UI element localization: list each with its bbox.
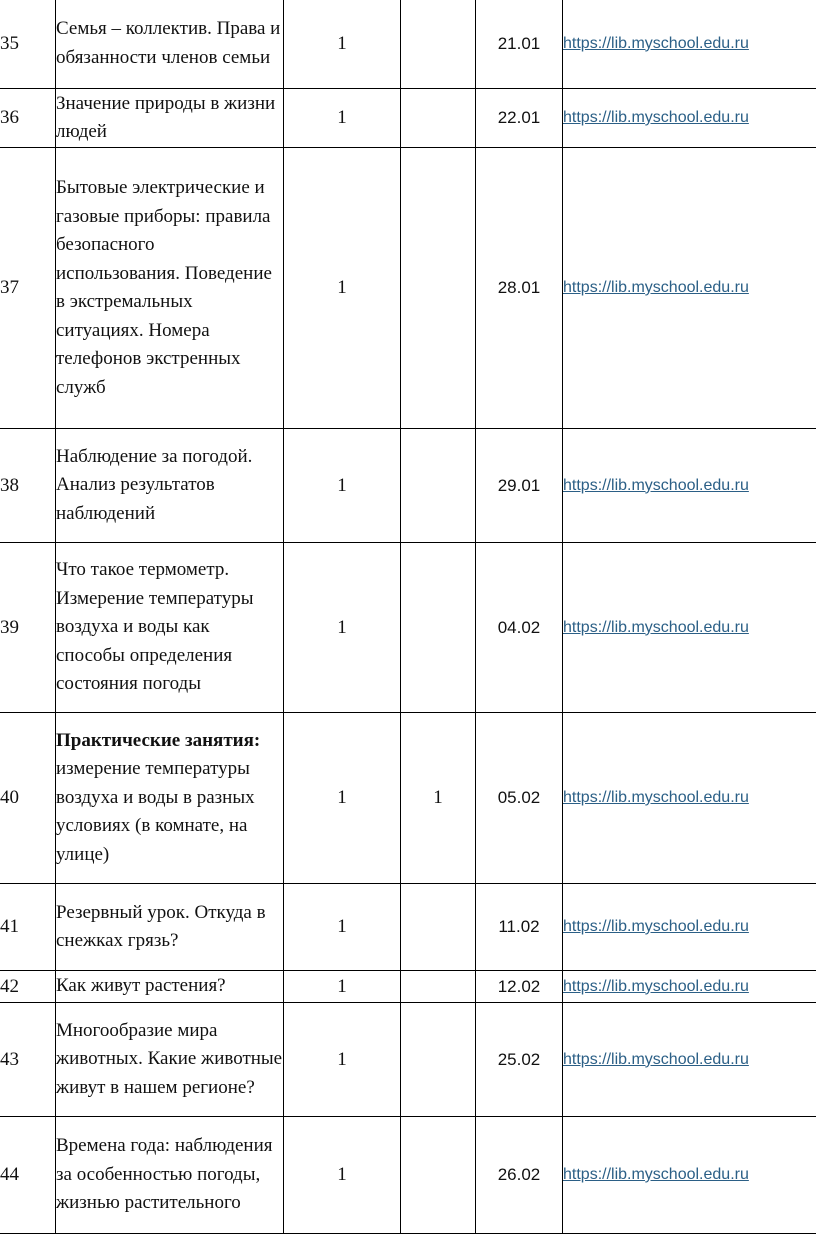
lesson-hours: 1: [284, 1117, 401, 1234]
topic-text: Как живут растения?: [56, 975, 226, 997]
resource-link-cell: [563, 713, 816, 884]
lesson-number: 36: [0, 89, 56, 148]
table-row: [0, 148, 816, 429]
table-row: [0, 1003, 816, 1117]
topic-text: Времена года: наблюдения за особенностью погоды, жизнью растительного: [56, 1135, 273, 1214]
topic-text: Многообразие мира животных. Какие животные живут в нашем регионе?: [56, 1019, 283, 1098]
table-row: [0, 0, 816, 89]
practice-hours: [401, 148, 476, 429]
lesson-topic: [56, 713, 284, 884]
lesson-hours: 1: [284, 884, 401, 971]
resource-link-cell: [563, 884, 816, 971]
resource-link[interactable]: https://lib.myschool.edu.ru: [563, 977, 749, 995]
table-row: [0, 89, 816, 148]
lesson-topic: [56, 543, 284, 713]
lesson-topic: [56, 89, 284, 148]
lesson-hours: 1: [284, 429, 401, 543]
lesson-number: 41: [0, 884, 56, 971]
lesson-number: 37: [0, 148, 56, 429]
practice-hours: 1: [401, 713, 476, 884]
lesson-date: 25.02: [476, 1003, 563, 1117]
lesson-number: 43: [0, 1003, 56, 1117]
practice-hours: [401, 0, 476, 89]
lesson-hours: 1: [284, 713, 401, 884]
lesson-topic: [56, 0, 284, 89]
lesson-number: 38: [0, 429, 56, 543]
lesson-number: 44: [0, 1117, 56, 1234]
lesson-hours: 1: [284, 1003, 401, 1117]
practice-hours: [401, 543, 476, 713]
lesson-date: 22.01: [476, 89, 563, 148]
resource-link[interactable]: https://lib.myschool.edu.ru: [563, 618, 749, 636]
table-row: [0, 1117, 816, 1234]
resource-link[interactable]: https://lib.myschool.edu.ru: [563, 109, 749, 126]
resource-link[interactable]: https://lib.myschool.edu.ru: [563, 1050, 749, 1068]
lesson-number: 40: [0, 713, 56, 884]
resource-link-cell: [563, 971, 816, 1003]
table-row: [0, 971, 816, 1003]
topic-text: Бытовые электрические и газовые приборы: правила безопасного использования. Поведение в экстремальных ситуациях. Номера телефонов экстренных служб: [56, 177, 272, 398]
lesson-date: 12.02: [476, 971, 563, 1003]
lesson-date: 05.02: [476, 713, 563, 884]
lesson-hours: 1: [284, 0, 401, 89]
resource-link[interactable]: https://lib.myschool.edu.ru: [563, 1166, 749, 1183]
practice-hours: [401, 971, 476, 1003]
resource-link-cell: [563, 89, 816, 148]
topic-text: Что такое термометр. Измерение температуры воздуха и воды как способы определения состояния погоды: [56, 559, 254, 695]
lesson-hours: 1: [284, 971, 401, 1003]
resource-link[interactable]: https://lib.myschool.edu.ru: [563, 789, 749, 806]
practice-hours: [401, 1003, 476, 1117]
lesson-hours: 1: [284, 89, 401, 148]
lesson-date: 28.01: [476, 148, 563, 429]
practice-hours: [401, 429, 476, 543]
lesson-topic: [56, 429, 284, 543]
resource-link-cell: [563, 543, 816, 713]
resource-link[interactable]: https://lib.myschool.edu.ru: [563, 34, 749, 52]
lesson-date: 21.01: [476, 0, 563, 89]
table-row: [0, 429, 816, 543]
lesson-hours: 1: [284, 543, 401, 713]
table-row: [0, 713, 816, 884]
resource-link-cell: [563, 0, 816, 89]
lesson-topic: [56, 971, 284, 1003]
resource-link-cell: [563, 1003, 816, 1117]
resource-link-cell: [563, 1117, 816, 1234]
lesson-number: 42: [0, 971, 56, 1003]
topic-bold-label: Практические занятия:: [56, 729, 261, 751]
topic-text: Наблюдение за погодой. Анализ результатов наблюдений: [56, 445, 253, 524]
topic-text: Значение природы в жизни людей: [56, 92, 276, 142]
resource-link-cell: [563, 148, 816, 429]
resource-link-cell: [563, 429, 816, 543]
lesson-number: 35: [0, 0, 56, 89]
topic-text: Семья – коллектив. Права и обязанности членов семьи: [56, 18, 281, 68]
resource-link[interactable]: https://lib.myschool.edu.ru: [563, 279, 749, 296]
topic-text: Резервный урок. Откуда в снежках грязь?: [56, 901, 266, 951]
lesson-date: 11.02: [476, 884, 563, 971]
lesson-hours: 1: [284, 148, 401, 429]
table-row: [0, 884, 816, 971]
resource-link[interactable]: https://lib.myschool.edu.ru: [563, 476, 749, 494]
lesson-date: 26.02: [476, 1117, 563, 1234]
lesson-topic: [56, 148, 284, 429]
practice-hours: [401, 89, 476, 148]
topic-text: измерение температуры воздуха и воды в разных условиях (в комнате, на улице): [56, 758, 255, 865]
lesson-date: 29.01: [476, 429, 563, 543]
lesson-date: 04.02: [476, 543, 563, 713]
resource-link[interactable]: https://lib.myschool.edu.ru: [563, 918, 749, 935]
table-row: [0, 543, 816, 713]
lesson-topic: [56, 884, 284, 971]
lesson-topic: [56, 1117, 284, 1234]
practice-hours: [401, 884, 476, 971]
lesson-topic: [56, 1003, 284, 1117]
lesson-number: 39: [0, 543, 56, 713]
practice-hours: [401, 1117, 476, 1234]
